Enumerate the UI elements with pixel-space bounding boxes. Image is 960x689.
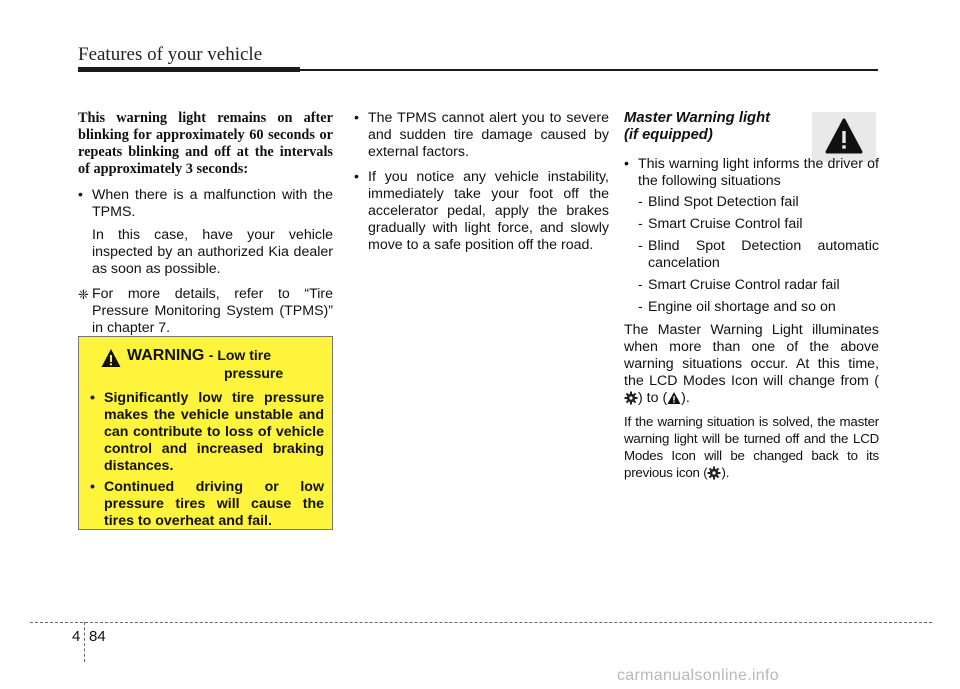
detail-text: In this case, have your vehicle inspected by an authorized Kia dealer as soon as possible. <box>92 227 333 277</box>
column-right <box>624 110 879 487</box>
bullet-icon: • <box>90 479 95 495</box>
section-title: Master Warning light (if equipped) <box>624 110 771 143</box>
bullet-icon: • <box>78 187 83 203</box>
warning-subtitle-2: pressure <box>224 365 284 381</box>
list-item: - Blind Spot Detection automatic cancelation <box>638 238 879 271</box>
chapter-number: 4 <box>72 628 81 645</box>
warning-list <box>90 390 324 534</box>
body-paragraph: The Master Warning Light illuminates when more than one of the above warning situations occur. At this time, the LCD Modes Icon will change from () to ( ). <box>624 322 879 406</box>
page-title: Features of your vehicle <box>78 44 263 65</box>
note-icon: ❈ <box>78 287 89 302</box>
warning-title: WARNING <box>127 347 205 364</box>
list-item: • The TPMS cannot alert you to severe and sudden tire damage caused by external factors. <box>354 110 609 160</box>
header-rule-thin <box>300 69 878 71</box>
intro-text: This warning light remains on after blinking for approximately 60 seconds or repeats blinking and off at the intervals of approximately 3 seconds: <box>78 110 333 177</box>
body-paragraph: If the warning situation is solved, the master warning light will be turned off and the LCD Modes Icon will be changed back to its previous icon ( ). <box>624 414 879 480</box>
warning-subtitle: - Low tire <box>208 347 272 363</box>
list-item: - Smart Cruise Control radar fail <box>638 277 840 293</box>
gear-icon <box>624 391 638 405</box>
list-item: • If you notice any vehicle instability, immediately take your foot off the accelerator pedal, apply the brakes gradually with light force, and slowly move to a safe position off the road. <box>354 169 609 253</box>
warning-triangle-icon <box>667 391 681 405</box>
list-item: • This warning light informs the driver of the following situations <box>624 156 879 189</box>
list-item: • Significantly low tire pressure makes the vehicle unstable and can contribute to loss of vehicle control and increased braking distances. <box>90 390 324 474</box>
column-middle <box>354 110 609 260</box>
list-item: • When there is a malfunction with the TPMS. <box>78 187 333 220</box>
footer-divider <box>30 622 932 623</box>
bullet-icon: • <box>624 156 629 172</box>
gear-icon <box>707 466 721 480</box>
bullet-icon: • <box>354 110 359 126</box>
header-rule-thick <box>78 67 300 72</box>
list-item: - Engine oil shortage and so on <box>638 299 836 315</box>
list-item: - Blind Spot Detection fail <box>638 194 799 210</box>
list-item: - Smart Cruise Control fail <box>638 216 803 232</box>
warning-box <box>78 336 333 530</box>
watermark: carmanualsonline.info <box>617 667 779 684</box>
warning-header <box>101 347 283 382</box>
footer-separator <box>84 622 85 662</box>
warning-triangle-icon <box>101 348 121 368</box>
list-item: • Continued driving or low pressure tires will cause the tires to overheat and fail. <box>90 479 324 529</box>
page-number: 84 <box>89 628 106 645</box>
bullet-icon: • <box>90 390 95 406</box>
note: ❈ For more details, refer to “Tire Pressure Monitoring System (TPMS)” in chapter 7. <box>78 286 333 336</box>
bullet-icon: • <box>354 169 359 185</box>
column-left <box>78 110 333 337</box>
